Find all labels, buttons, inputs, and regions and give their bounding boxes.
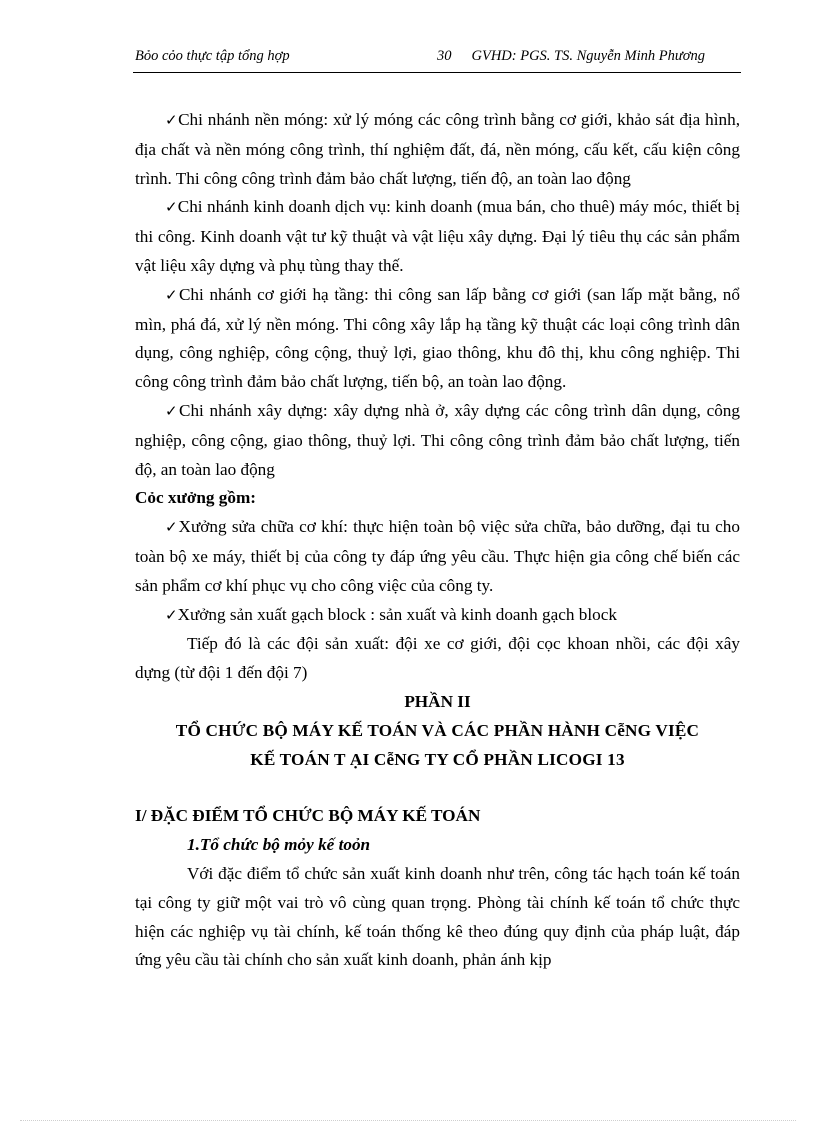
spacer (135, 774, 740, 802)
branch-infrastructure (135, 281, 740, 397)
teams-paragraph: Tiếp đó là các đội sản xuất: đội xe cơ giới, đội cọc khoan nhồi, các đội xây dựng (từ đội 1 đến đội 7) (135, 634, 740, 683)
check-mark-icon: ✓ (165, 607, 178, 624)
branch-services (135, 193, 740, 280)
check-mark-icon: ✓ (165, 403, 179, 420)
branch-text: Chi nhánh xây dựng: xây dựng nhà ở, xây dựng các công trình dân dụng, công nghiệp, công cộng, giao thông, thuỷ lợi. Thi công công trình đảm bảo chất lượng, tiến độ, an toàn lao động (135, 400, 740, 479)
check-mark-icon: ✓ (165, 113, 179, 129)
header-right (437, 48, 705, 65)
branch-foundation (135, 106, 740, 193)
part-title-line2: KẾ TOÁN T ẠI CễNG TY CỔ PHẦN LICOGI 13 (250, 749, 625, 769)
workshop-brick (135, 601, 740, 631)
section-heading: I/ ĐẶC ĐIỂM TỔ CHỨC BỘ MÁY KẾ TOÁN (135, 806, 481, 826)
branch-text: Chi nhánh cơ giới hạ tầng: thi công san lấp bằng cơ giới (san lấp mặt bằng, nổ mìn, phá đá, xử lý nền móng. Thi công xây lắp hạ tầng kỹ thuật các loại công trình dân dụng, công nghiệp, công cộng, thuỷ lợi, giao thông, khu đô thị, khu công nghiệp. Thi công công trình đảm bảo chất lượng, tiến bộ, an toàn lao động. (135, 284, 740, 392)
page-body (135, 106, 740, 975)
workshop-text: Xưởng sản xuất gạch block : sản xuất và kinh doanh gạch block (177, 604, 617, 624)
check-mark-icon: ✓ (165, 287, 179, 304)
header-report-title: Bỏo cỏo thực tập tổng hợp (135, 48, 290, 64)
page-bottom-border (20, 1120, 796, 1121)
workshop-mechanical (135, 513, 740, 600)
header-advisor: GVHD: PGS. TS. Nguyễn Minh Phương (471, 48, 706, 64)
workshops-heading: Cỏc xưởng gồm: (135, 488, 257, 508)
check-mark-icon: ✓ (165, 520, 179, 537)
part-label: PHẦN II (404, 691, 471, 711)
page-number: 30 (437, 48, 452, 64)
branch-text: Chi nhánh nền móng: xử lý móng các công trình bằng cơ giới, khảo sát địa hình, địa chất và nền móng công trình, thí nghiệm đất, đá, nền móng, cấu kết, cấu kiện công trình. Thi công công trình đảm bảo chất lượng, tiến độ, an toàn lao động (135, 110, 740, 188)
intro-paragraph: Với đặc điểm tổ chức sản xuất kinh doanh như trên, công tác hạch toán kế toán tại công ty giữ một vai trò vô cùng quan trọng. Phòng tài chính kế toán tổ chức thực hiện các nghiệp vụ tài chính, kế toán thống kê theo đúng quy định của pháp luật, đáp ứng yêu cầu tài chính cho sản xuất kinh doanh, phản ánh kịp (135, 863, 740, 970)
page-header (133, 40, 741, 73)
branch-text: Chi nhánh kinh doanh dịch vụ: kinh doanh (mua bán, cho thuê) máy móc, thiết bị thi công. Kinh doanh vật tư kỹ thuật và vật liệu xây dựng. Đại lý tiêu thụ các sản phẩm vật liệu xây dựng và phụ tùng thay thế. (135, 197, 740, 275)
check-mark-icon: ✓ (165, 200, 178, 217)
part-title-line1: TỔ CHỨC BỘ MÁY KẾ TOÁN VÀ CÁC PHẦN HÀNH CễNG VIỆC (175, 720, 700, 740)
subsection-heading: 1.Tổ chức bộ mỏy kế toỏn (187, 835, 371, 855)
branch-construction (135, 397, 740, 484)
workshop-text: Xưởng sửa chữa cơ khí: thực hiện toàn bộ việc sửa chữa, bảo dưỡng, đại tu cho toàn bộ xe máy, thiết bị của công ty đáp ứng yêu cầu. Thực hiện gia công chế biến các sản phẩm cơ khí phục vụ cho công việc của công ty. (135, 517, 740, 595)
